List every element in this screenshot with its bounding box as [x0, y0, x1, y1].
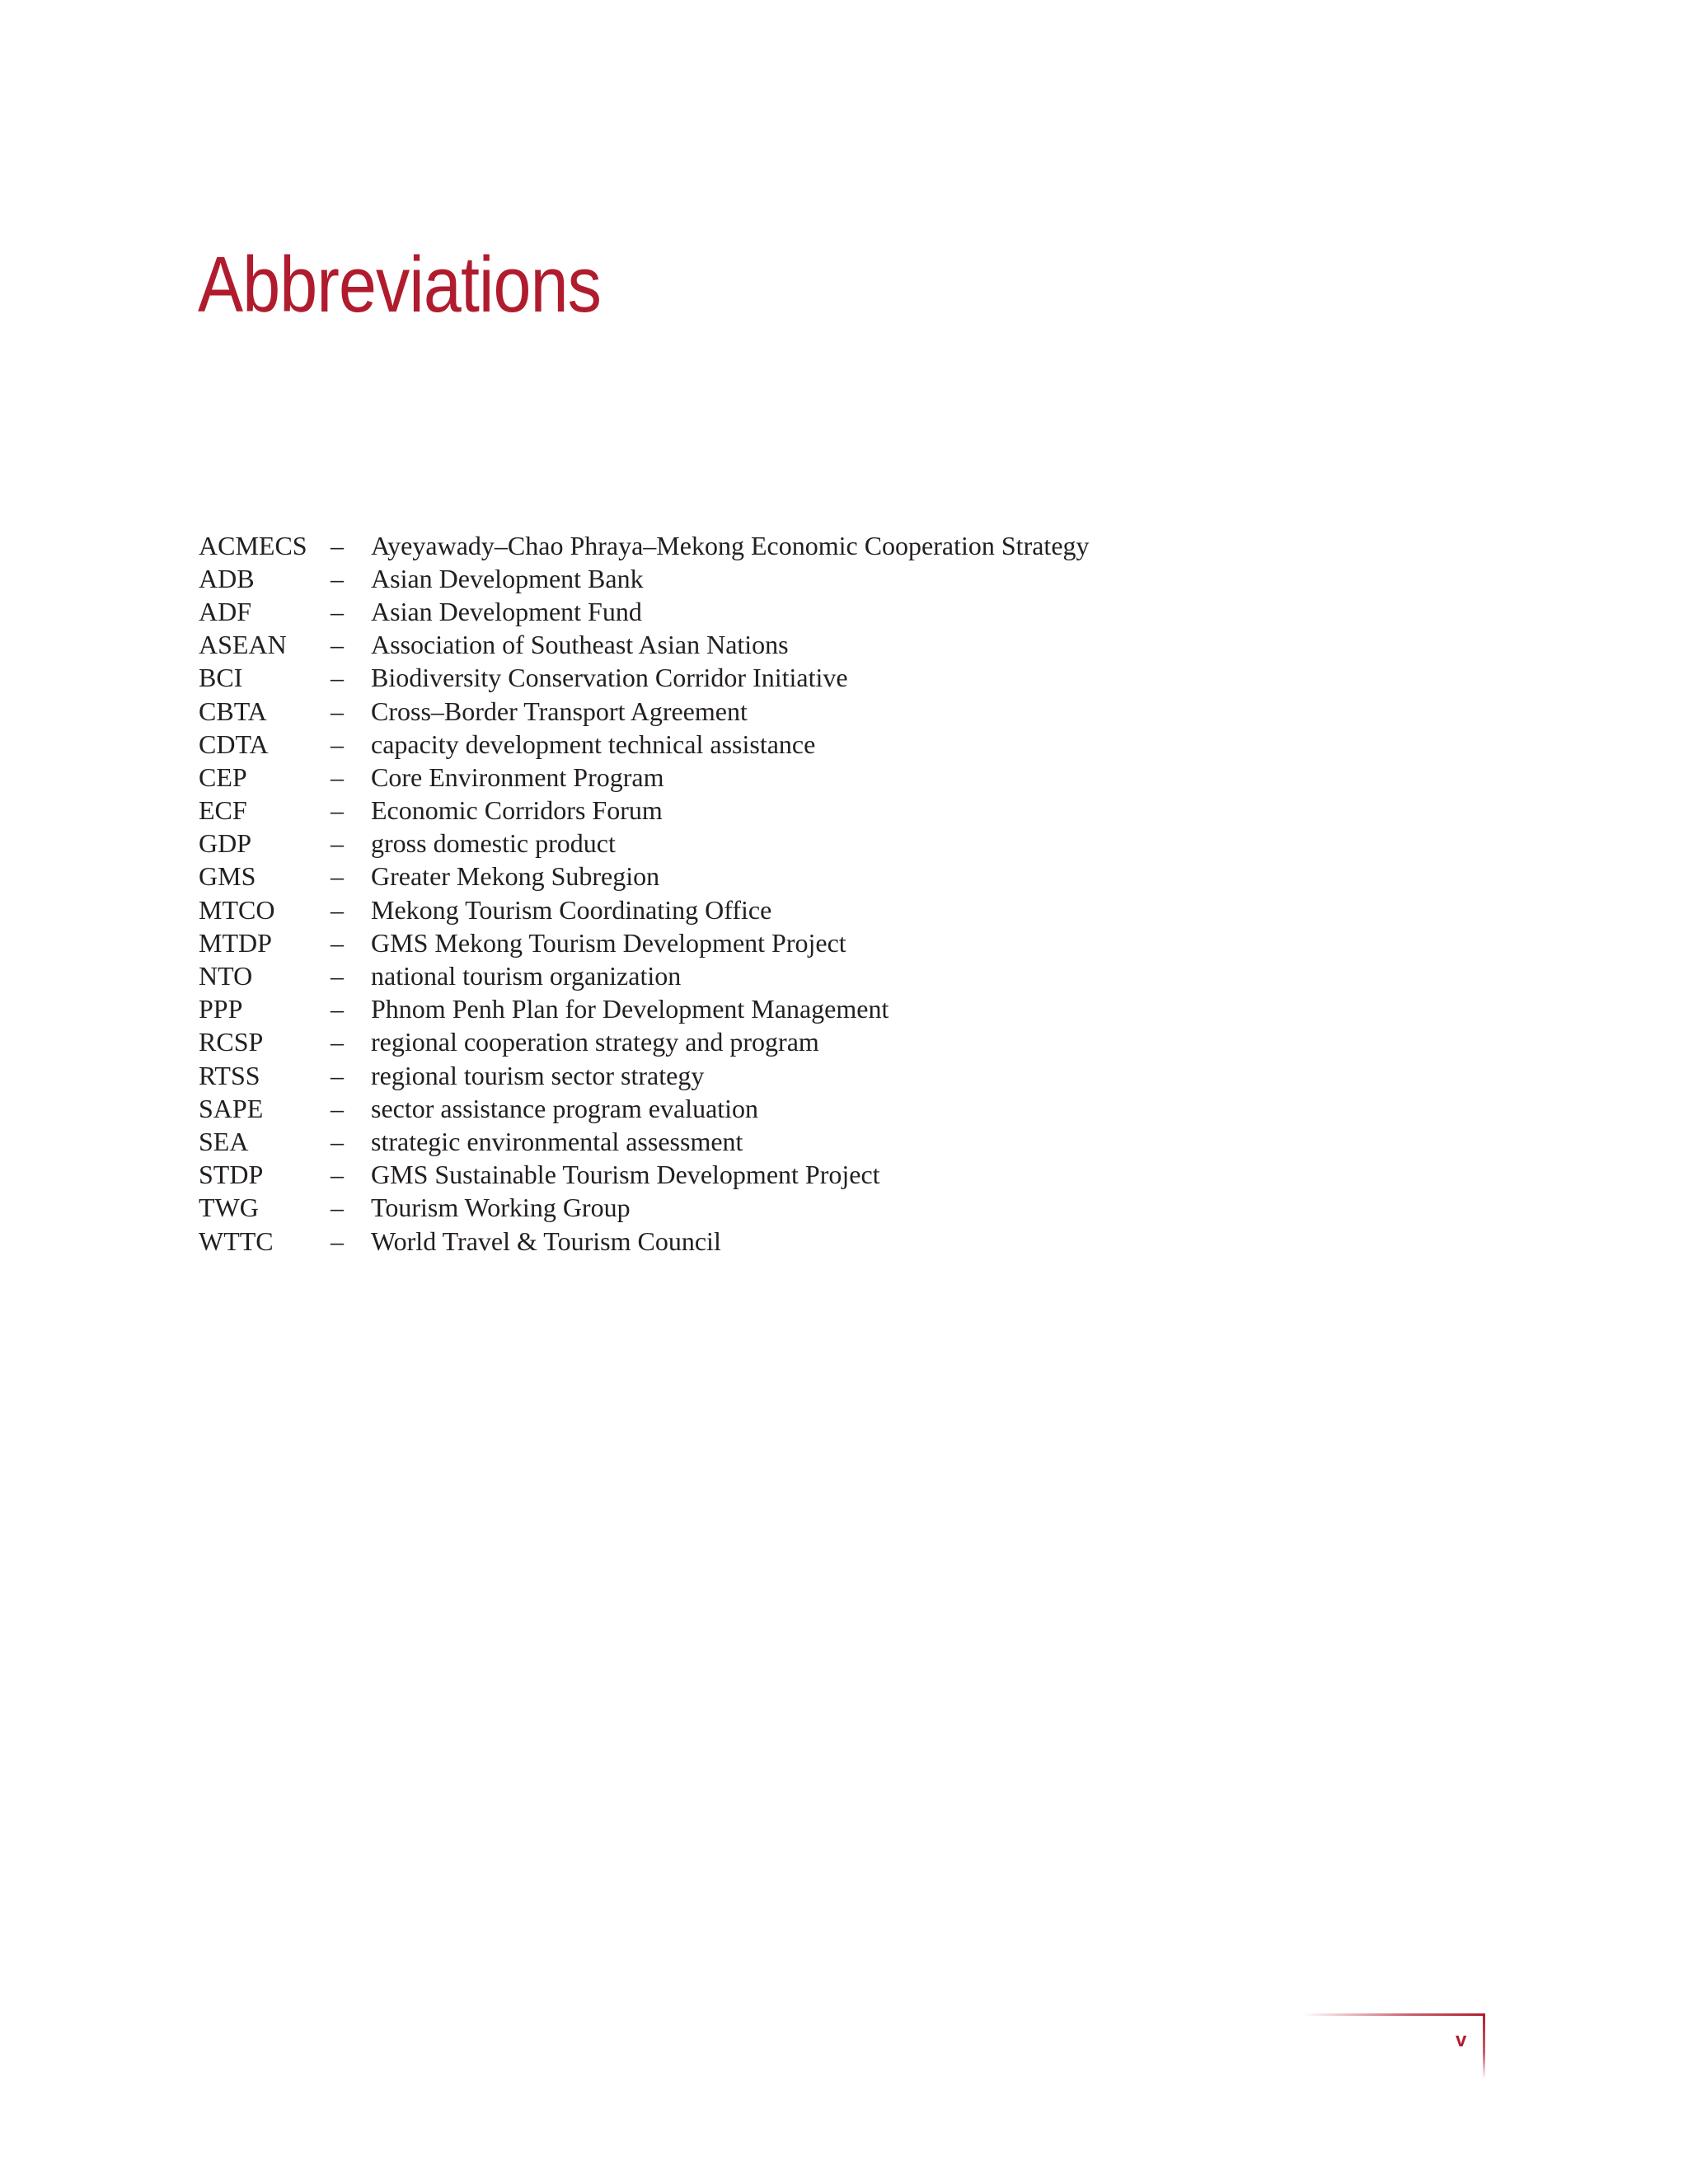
abbreviation-dash: – [331, 1193, 344, 1223]
abbreviation-row [199, 827, 1090, 860]
abbreviation-definition: World Travel & Tourism Council [371, 1226, 721, 1256]
page-number: v [1456, 2029, 1467, 2051]
abbreviation-row [199, 1159, 1090, 1192]
abbreviation-code: BCI [199, 663, 243, 693]
abbreviation-dash: – [331, 1160, 344, 1190]
abbreviation-dash: – [331, 994, 344, 1024]
abbreviation-row [199, 1225, 1090, 1258]
abbreviation-definition: Association of Southeast Asian Nations [371, 630, 789, 660]
abbreviation-row [199, 562, 1090, 595]
abbreviation-row [199, 926, 1090, 959]
abbreviation-code: GMS [199, 861, 256, 892]
abbreviation-definition: GMS Sustainable Tourism Development Project [371, 1160, 880, 1190]
abbreviation-definition: Mekong Tourism Coordinating Office [371, 894, 772, 925]
abbreviation-dash: – [331, 563, 344, 593]
abbreviation-code: STDP [199, 1160, 264, 1190]
abbreviation-code: MTCO [199, 894, 275, 925]
abbreviation-row [199, 595, 1090, 628]
abbreviation-definition: Asian Development Fund [371, 596, 642, 626]
abbreviation-list [199, 529, 1090, 1258]
abbreviation-code: MTDP [199, 927, 272, 958]
abbreviation-code: GDP [199, 828, 252, 859]
abbreviation-row [199, 1192, 1090, 1225]
abbreviation-row [199, 993, 1090, 1026]
abbreviation-code: SEA [199, 1126, 249, 1156]
page-title: Abbreviations [198, 241, 602, 329]
abbreviation-code: TWG [199, 1193, 259, 1223]
abbreviation-definition: Phnom Penh Plan for Development Management [371, 994, 889, 1024]
abbreviation-definition: Core Environment Program [371, 762, 664, 792]
abbreviation-code: RCSP [199, 1027, 264, 1057]
abbreviation-code: ACMECS [199, 530, 307, 560]
abbreviation-code: CDTA [199, 729, 269, 759]
abbreviation-definition: Tourism Working Group [371, 1193, 631, 1223]
abbreviation-dash: – [331, 663, 344, 693]
abbreviation-dash: – [331, 861, 344, 892]
abbreviation-row [199, 1026, 1090, 1059]
abbreviation-dash: – [331, 530, 344, 560]
abbreviation-dash: – [331, 1060, 344, 1090]
abbreviation-dash: – [331, 828, 344, 859]
abbreviation-dash: – [331, 1126, 344, 1156]
abbreviation-dash: – [331, 630, 344, 660]
abbreviation-definition: strategic environmental assessment [371, 1126, 743, 1156]
abbreviation-code: PPP [199, 994, 243, 1024]
abbreviation-code: SAPE [199, 1093, 264, 1123]
abbreviation-definition: Ayeyawady–Chao Phraya–Mekong Economic Cooperation Strategy [371, 530, 1090, 560]
abbreviation-definition: Cross–Border Transport Agreement [371, 696, 748, 726]
abbreviation-definition: GMS Mekong Tourism Development Project [371, 927, 846, 958]
abbreviation-row [199, 1125, 1090, 1158]
abbreviation-row [199, 959, 1090, 992]
abbreviation-definition: national tourism organization [371, 961, 682, 991]
abbreviation-row [199, 662, 1090, 695]
abbreviation-definition: regional tourism sector strategy [371, 1060, 705, 1090]
abbreviation-code: NTO [199, 961, 253, 991]
abbreviation-code: ADB [199, 563, 255, 593]
abbreviation-row [199, 529, 1090, 562]
abbreviation-definition: Greater Mekong Subregion [371, 861, 660, 892]
abbreviation-code: CBTA [199, 696, 267, 726]
abbreviation-code: WTTC [199, 1226, 274, 1256]
abbreviation-dash: – [331, 927, 344, 958]
abbreviation-definition: gross domestic product [371, 828, 616, 859]
abbreviation-code: ECF [199, 795, 247, 826]
abbreviation-row [199, 794, 1090, 827]
abbreviation-row [199, 695, 1090, 728]
abbreviation-code: CEP [199, 762, 247, 792]
abbreviation-row [199, 1092, 1090, 1125]
abbreviation-dash: – [331, 1027, 344, 1057]
abbreviation-dash: – [331, 795, 344, 826]
abbreviation-row [199, 629, 1090, 662]
abbreviation-definition: capacity development technical assistance [371, 729, 816, 759]
abbreviation-dash: – [331, 762, 344, 792]
abbreviation-dash: – [331, 1093, 344, 1123]
abbreviation-code: ADF [199, 596, 252, 626]
abbreviation-definition: Biodiversity Conservation Corridor Initiative [371, 663, 848, 693]
abbreviation-row [199, 860, 1090, 893]
abbreviation-code: ASEAN [199, 630, 287, 660]
abbreviation-row [199, 1059, 1090, 1092]
abbreviation-row [199, 893, 1090, 926]
abbreviation-dash: – [331, 696, 344, 726]
abbreviation-dash: – [331, 894, 344, 925]
abbreviation-dash: – [331, 729, 344, 759]
abbreviation-definition: regional cooperation strategy and program [371, 1027, 819, 1057]
abbreviation-dash: – [331, 1226, 344, 1256]
abbreviation-row [199, 728, 1090, 761]
abbreviation-definition: sector assistance program evaluation [371, 1093, 759, 1123]
abbreviation-row [199, 761, 1090, 794]
abbreviation-definition: Asian Development Bank [371, 563, 644, 593]
abbreviation-code: RTSS [199, 1060, 260, 1090]
abbreviation-dash: – [331, 596, 344, 626]
abbreviation-dash: – [331, 961, 344, 991]
abbreviation-definition: Economic Corridors Forum [371, 795, 663, 826]
